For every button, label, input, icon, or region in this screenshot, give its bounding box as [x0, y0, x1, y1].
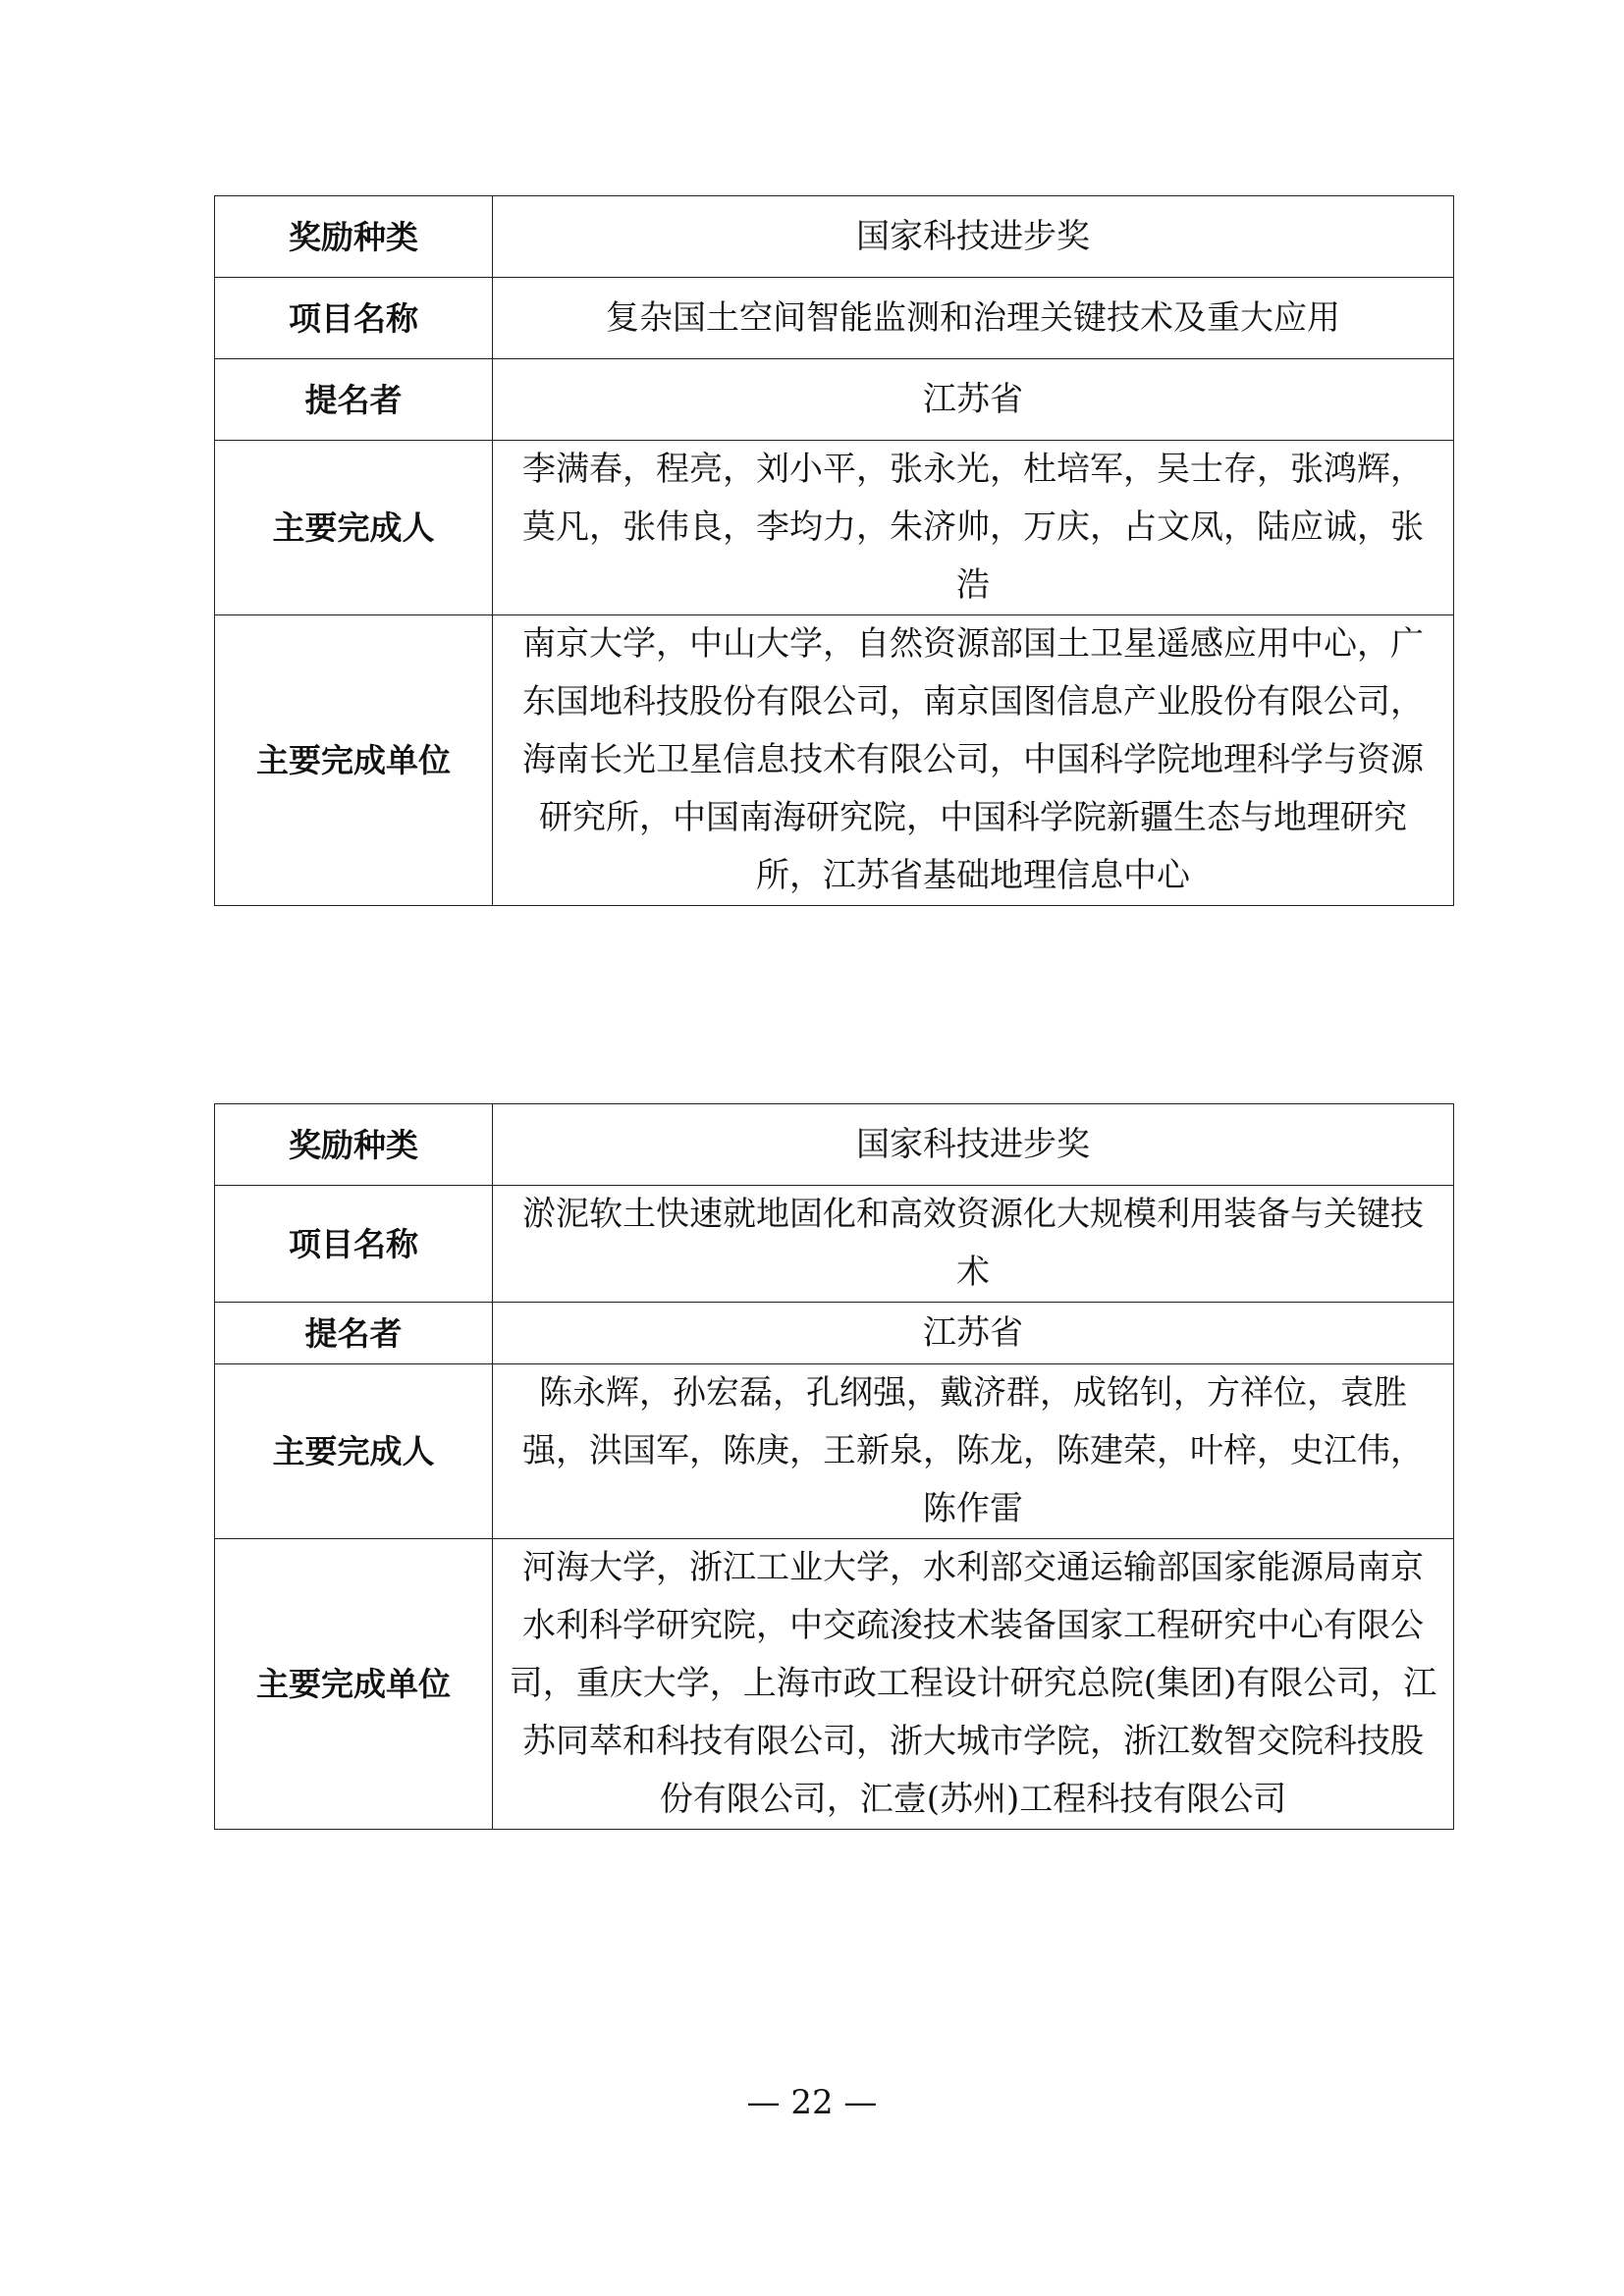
project-name-value: 淤泥软土快速就地固化和高效资源化大规模利用装备与关键技术	[493, 1186, 1454, 1303]
project-name-label: 项目名称	[215, 1186, 493, 1303]
nominator-value: 江苏省	[493, 359, 1454, 441]
nominator-label: 提名者	[215, 359, 493, 441]
nominator-label: 提名者	[215, 1303, 493, 1364]
project-name-value: 复杂国土空间智能监测和治理关键技术及重大应用	[493, 278, 1454, 359]
main-people-label: 主要完成人	[215, 441, 493, 615]
award-table-1	[214, 195, 1454, 906]
main-units-label: 主要完成单位	[215, 1539, 493, 1830]
main-people-label: 主要完成人	[215, 1364, 493, 1539]
award-table-2	[214, 1103, 1454, 1830]
award-type-label: 奖励种类	[215, 196, 493, 278]
award-type-value: 国家科技进步奖	[493, 196, 1454, 278]
page-number: — 22 —	[746, 2083, 878, 2122]
award-type-label: 奖励种类	[215, 1104, 493, 1186]
project-name-label: 项目名称	[215, 278, 493, 359]
main-units-label: 主要完成单位	[215, 615, 493, 906]
award-type-value: 国家科技进步奖	[493, 1104, 1454, 1186]
main-people-value: 李满春，程亮，刘小平，张永光，杜培军，吴士存，张鸿辉，莫凡，张伟良，李均力，朱济帅，万庆，占文凤，陆应诚，张浩	[493, 441, 1454, 615]
main-units-value: 南京大学，中山大学，自然资源部国土卫星遥感应用中心，广东国地科技股份有限公司，南京国图信息产业股份有限公司，海南长光卫星信息技术有限公司，中国科学院地理科学与资源研究所，中国南海研究院，中国科学院新疆生态与地理研究所，江苏省基础地理信息中心	[493, 615, 1454, 906]
nominator-value: 江苏省	[493, 1303, 1454, 1364]
main-people-value: 陈永辉，孙宏磊，孔纲强，戴济群，成铭钊，方祥位，袁胜强，洪国军，陈庚，王新泉，陈龙，陈建荣，叶梓，史江伟，陈作雷	[493, 1364, 1454, 1539]
main-units-value: 河海大学，浙江工业大学，水利部交通运输部国家能源局南京水利科学研究院，中交疏浚技术装备国家工程研究中心有限公司，重庆大学，上海市政工程设计研究总院(集团)有限公司，江苏同萃和科技有限公司，浙大城市学院，浙江数智交院科技股份有限公司，汇壹(苏州)工程科技有限公司	[493, 1539, 1454, 1830]
